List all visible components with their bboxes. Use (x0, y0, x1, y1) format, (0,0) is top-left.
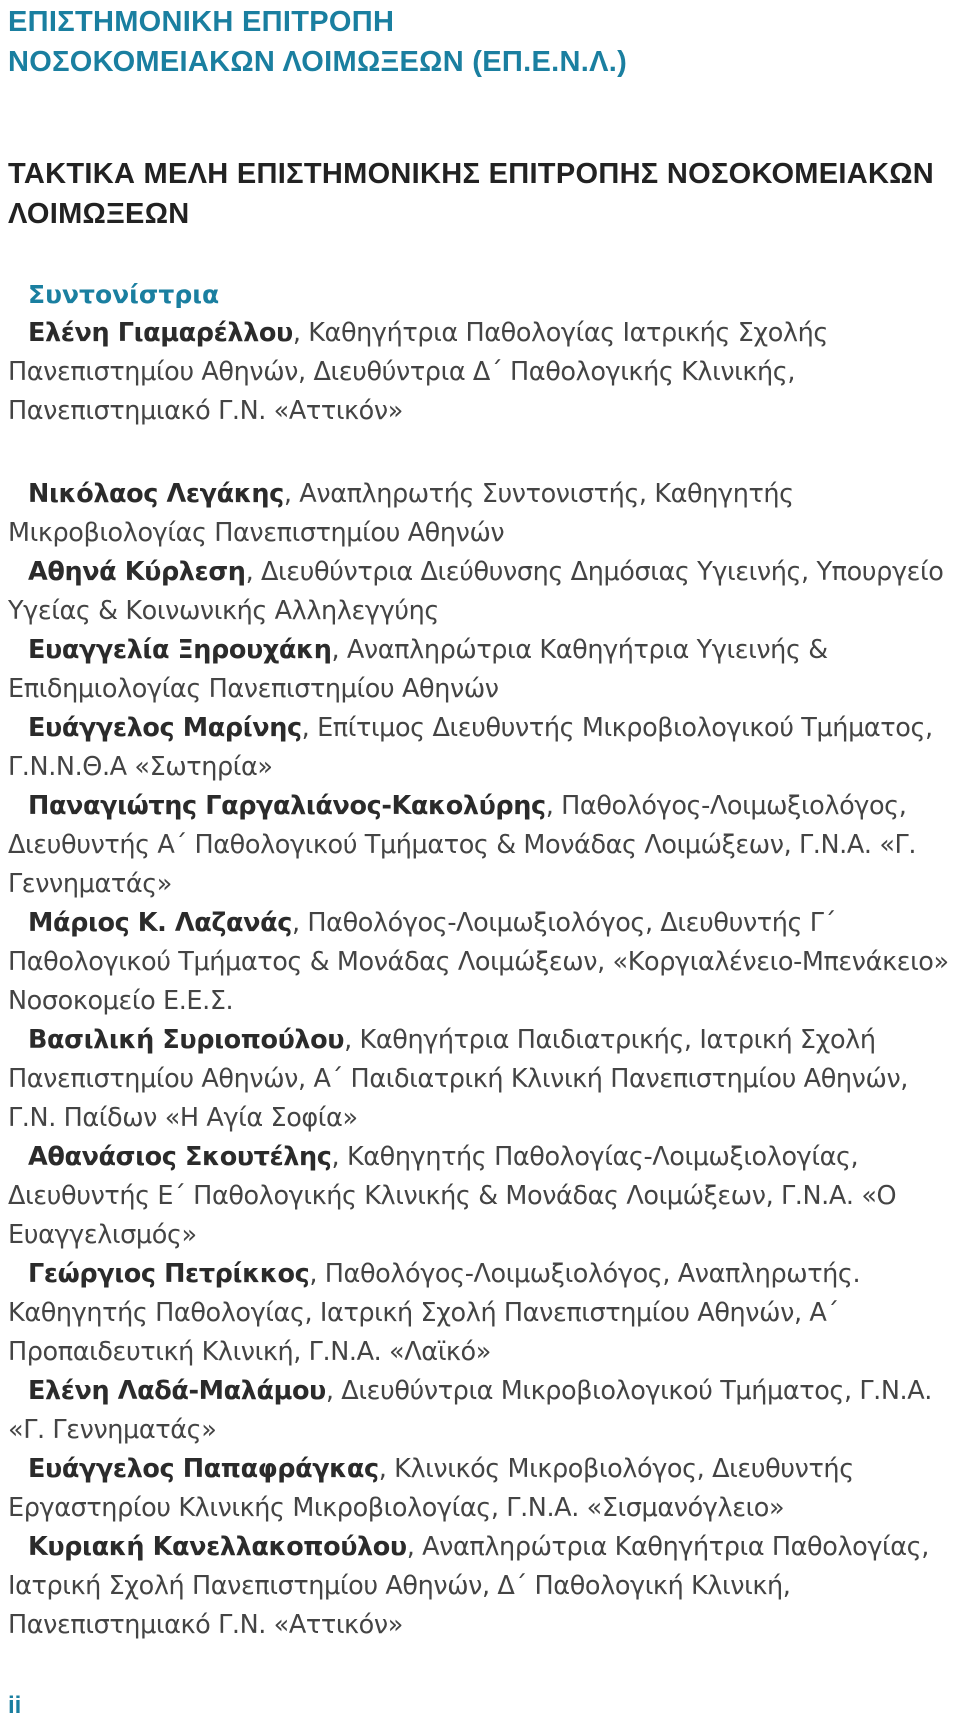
member-entry (8, 1372, 956, 1450)
member-description: , Επίτιμος Διευθυντής Μικροβιολογικού Τμήματος, Γ.Ν.Ν.Θ.Α «Σωτηρία» (8, 713, 933, 782)
document-page (8, 0, 956, 1645)
committee-title-line-2: ΝΟΣΟΚΟΜΕΙΑΚΩΝ ΛΟΙΜΩΞΕΩΝ (ΕΠ.Ε.Ν.Λ.) (8, 46, 628, 78)
section-title (8, 154, 956, 234)
member-name: Ευαγγελία Ξηρουχάκη (28, 635, 332, 665)
member-entry (8, 1528, 956, 1645)
section-title-line-2: ΛΟΙΜΩΞΕΩΝ (8, 198, 190, 230)
member-description: , Αναπληρώτρια Καθηγήτρια Υγιεινής & Επιδημιολογίας Πανεπιστημίου Αθηνών (8, 635, 828, 704)
member-description: , Διευθύντρια Διεύθυνσης Δημόσιας Υγιεινής, Υπουργείο Υγείας & Κοινωνικής Αλληλεγγύης (8, 557, 944, 626)
member-entry (8, 553, 956, 631)
member-description: , Κλινικός Μικροβιολόγος, Διευθυντής Εργαστηρίου Κλινικής Μικροβιολογίας, Γ.Ν.Α. «Σισμανόγλειο» (8, 1454, 854, 1523)
member-description: , Παθολόγος-Λοιμωξιολόγος, Αναπληρωτής. Καθηγητής Παθολογίας, Ιατρική Σχολή Πανεπιστημίου Αθηνών, Α΄ Προπαιδευτική Κλινική, Γ.Ν.Α. «Λαϊκό» (8, 1259, 861, 1367)
member-description: , Διευθύντρια Μικροβιολογικού Τμήματος, Γ.Ν.Α. «Γ. Γεννηματάς» (8, 1376, 933, 1445)
member-description: , Καθηγήτρια Παιδιατρικής, Ιατρική Σχολή Πανεπιστημίου Αθηνών, Α΄ Παιδιατρική Κλινική Πανεπιστημίου Αθηνών, Γ.Ν. Παίδων «Η Αγία Σοφία» (8, 1025, 909, 1133)
member-name: Ευάγγελος Μαρίνης (28, 713, 302, 743)
coordinator-name: Ελένη Γιαμαρέλλου (28, 318, 293, 348)
member-entry (8, 1021, 956, 1138)
role-label: Συντονίστρια (28, 280, 220, 309)
member-name: Αθανάσιος Σκουτέλης (28, 1142, 332, 1172)
committee-title-line-1: ΕΠΙΣΤΗΜΟΝΙΚΗ ΕΠΙΤΡΟΠΗ (8, 6, 395, 38)
member-entry (8, 904, 956, 1021)
member-description: , Αναπληρωτής Συντονιστής, Καθηγητής Μικροβιολογίας Πανεπιστημίου Αθηνών (8, 479, 794, 548)
member-name: Νικόλαος Λεγάκης (28, 479, 284, 509)
member-description: , Παθολόγος-Λοιμωξιολόγος, Διευθυντής Γ΄ Παθολογικού Τμήματος & Μονάδας Λοιμώξεων, «Κοργιαλένειο-Μπενάκειο» Νοσοκομείο Ε.Ε.Σ. (8, 908, 949, 1016)
member-entry (8, 631, 956, 709)
member-description: , Καθηγητής Παθολογίας-Λοιμωξιολογίας, Διευθυντής Ε΄ Παθολογικής Κλινικής & Μονάδας Λοιμώξεων, Γ.Ν.Α. «Ο Ευαγγελισμός» (8, 1142, 897, 1250)
member-name: Αθηνά Κύρλεση (28, 557, 246, 587)
member-name: Ελένη Λαδά-Μαλάμου (28, 1376, 326, 1406)
page-number: ii (8, 1692, 22, 1719)
member-entry (8, 1138, 956, 1255)
section-title-line-1: ΤΑΚΤΙΚΑ ΜΕΛΗ ΕΠΙΣΤΗΜΟΝΙΚΗΣ ΕΠΙΤΡΟΠΗΣ ΝΟΣΟΚΟΜΕΙΑΚΩΝ (8, 158, 935, 190)
member-list (8, 475, 956, 1645)
member-entry (8, 1450, 956, 1528)
committee-title (8, 2, 956, 82)
member-entry (8, 475, 956, 553)
member-entry (8, 709, 956, 787)
coordinator-entry (8, 314, 956, 431)
member-name: Βασιλική Συριοπούλου (28, 1025, 345, 1055)
member-description: , Αναπληρώτρια Καθηγήτρια Παθολογίας, Ιατρική Σχολή Πανεπιστημίου Αθηνών, Δ΄ Παθολογική Κλινική, Πανεπιστημιακό Γ.Ν. «Αττικόν» (8, 1532, 929, 1640)
member-entry (8, 1255, 956, 1372)
member-entry (8, 787, 956, 904)
member-name: Παναγιώτης Γαργαλιάνος-Κακολύρης (28, 791, 546, 821)
member-description: , Παθολόγος-Λοιμωξιολόγος, Διευθυντής Α΄ Παθολογικού Τμήματος & Μονάδας Λοιμώξεων, Γ.Ν.Α. «Γ. Γεννηματάς» (8, 791, 917, 899)
member-name: Μάριος Κ. Λαζανάς (28, 908, 292, 938)
member-name: Ευάγγελος Παπαφράγκας (28, 1454, 379, 1484)
coordinator-description: , Καθηγήτρια Παθολογίας Ιατρικής Σχολής Πανεπιστημίου Αθηνών, Διευθύντρια Δ΄ Παθολογικής Κλινικής, Πανεπιστημιακό Γ.Ν. «Αττικόν» (8, 318, 828, 426)
member-name: Γεώργιος Πετρίκκος (28, 1259, 310, 1289)
member-name: Κυριακή Κανελλακοπούλου (28, 1532, 407, 1562)
